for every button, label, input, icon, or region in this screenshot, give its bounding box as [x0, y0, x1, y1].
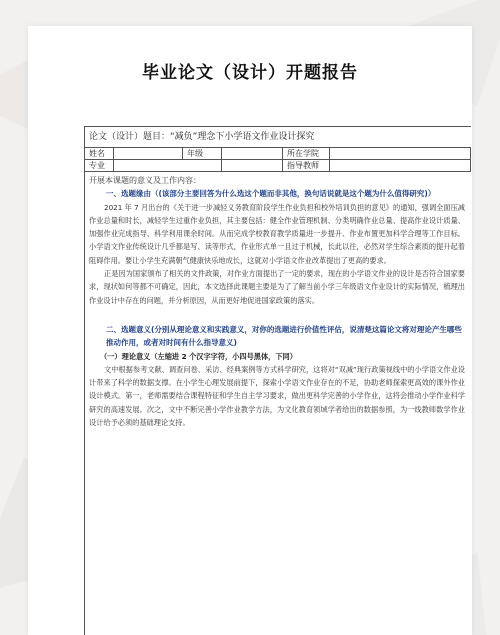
info-cell: 所在学院 [283, 148, 330, 160]
section2-subheading: （一）理论意义（左缩进 2 个汉字字符，小四号黑体，下同） [100, 351, 297, 361]
report-form [84, 126, 471, 635]
info-cell [330, 148, 471, 160]
info-cell [222, 148, 283, 160]
info-cell [114, 148, 183, 160]
spacer [89, 307, 465, 323]
section1-paragraph-1: 2021 年 7 月出台的《关于进一步减轻义务教育阶段学生作业负担和校外培训负担的意见》的通知，强调全面压减作业总量和时长，减轻学生过重作业负担，其主要包括：健全作业管理机制、分类明确作业总量、提高作业设计质量、加强作业完成指导、科学利用课余时间。从而完成学校教育教学质量进一步提升、作业布置更加科学合理等工作目标。小学语文作业传统设计几乎都是写、读等形式，作业形式单一且过于机械，长此以往，必然对学生综合素质的提升起着阻碍作用。要让小学生充满朝气健康快乐地成长，这就对小学语文作业改革提出了更高的要求。 [89, 202, 465, 265]
info-row-1 [85, 148, 471, 160]
topic-label: 论文（设计）题目： [89, 132, 171, 142]
info-cell [114, 160, 222, 172]
section2-heading: 二、选题意义(分别从理论意义和实践意义，对你的选题进行价值性评估，说清楚这篇论文将对理论产生哪些推动作用，或者对时间有什么指导意义) [106, 324, 462, 348]
section1-paragraph-2: 正是因为国家颁布了相关的文件政策，对作业方面提出了一定的要求，现在的小学语文作业的设计是否符合国家要求，现状如何等都不可确定，因此，本文选择此课题主要是为了了解当前小学三年级语文作业设计的实际情况，梳理出作业设计中存在的问题，并分析原因，从而更好地促进国家政策的落实。 [89, 269, 465, 305]
section2-paragraph-1: 文中根据参考文献、调查问卷、采访、经典案例等方式科学研究，这将对“双减”现行政策视线中的小学语文作业设计带来了科学的数据支撑。在小学生心理发展前提下，探索小学语文作业存在的不足，协助老师探索更高效的课外作业设计模式。第一，老师需要结合课程特征和学生自主学习要求，做出更科学完善的小学作业，这将会推动小学作业科学研究的高速发展。次之，文中不断完善小学作业教学方法，为文化教育领域学者给出的数据参照，为一线教师数学作业设计给予必须的基础理论支持。 [89, 364, 465, 428]
info-cell [330, 160, 471, 172]
topic-value: “减负”理念下小学语文作业设计探究 [170, 132, 315, 142]
info-cell: 年级 [183, 148, 222, 160]
info-cell: 姓名 [85, 148, 114, 160]
info-cell [222, 160, 283, 172]
info-row-2 [85, 160, 471, 172]
intro-text: 开展本课题的意义及工作内容： [89, 176, 201, 185]
topic-row [85, 127, 471, 148]
student-info-table [85, 148, 471, 172]
document-title: 毕业论文（设计）开题报告 [142, 63, 358, 83]
report-content [85, 172, 471, 429]
info-cell: 指导教师 [283, 160, 330, 172]
section1-heading: 一、选题缘由（(该部分主要回答为什么选这个题而非其他，换句话说就是这个题为什么值得研究)） [106, 189, 436, 199]
info-cell: 专业 [85, 160, 114, 172]
document-page [28, 26, 472, 635]
